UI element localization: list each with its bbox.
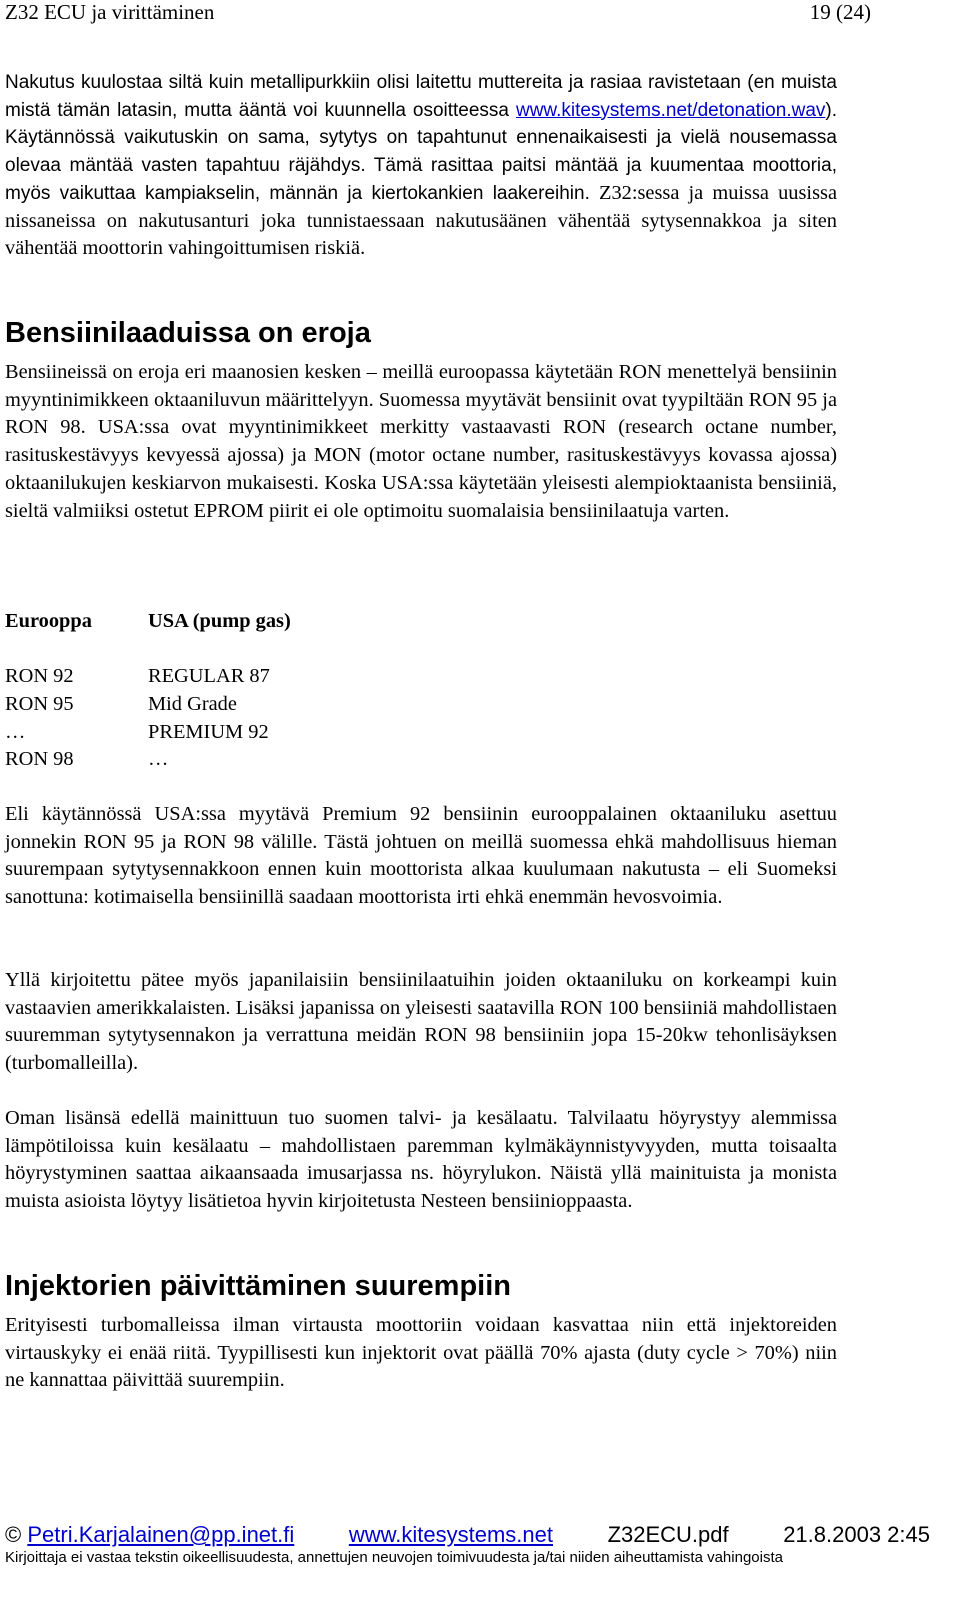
europe-grade: RON 92 xyxy=(5,665,74,688)
japan-paragraph: Yllä kirjoitettu pätee myös japanilaisiin bensiinilaatuihin joiden oktaaniluku on korkeampi kuin vastaavien amerikkalaisten. Lisäksi japanissa on yleisesti saatavilla RON 100 bensiiniä mahdollistaen suuremman sytytysennakon ja verrattuna meidän RON 98 bensiiniin jopa 15-20kw tehonlisäyksen (turbomalleilla). xyxy=(5,969,837,1075)
footer-disclaimer: Kirjoittaja ei vastaa tekstin oikeellisuudesta, annettujen neuvojen toimivuudesta ja/tai niiden aiheuttamista vahingoista xyxy=(5,1549,783,1566)
section-heading-fuel: Bensiinilaaduissa on eroja xyxy=(5,317,371,349)
fuel-table-header xyxy=(5,608,291,636)
email-link[interactable]: Petri.Karjalainen@pp.inet.fi xyxy=(27,1522,295,1547)
fuel-table-row xyxy=(5,719,291,747)
injector-paragraph: Erityisesti turbomalleissa ilman virtausta moottoriin voidaan kasvattaa niin että injektoreiden virtauskyky ei enää riitä. Tyypillisesti kun injektorit ovat päällä 70% ajasta (duty cycle > 70%) niin ne kannattaa päivittää suurempiin. xyxy=(5,1314,837,1392)
document-title: Z32 ECU ja virittäminen xyxy=(5,0,215,24)
intro-text-3: Z32:sessa ja muissa uusissa nissaneissa on nakutusanturi joka tunnistaessaan nakutusäänen vähentää sytysennakkoa ja siten vähentää moottorin vahingoittumisen riskiä. xyxy=(5,181,838,260)
fuel-table-row xyxy=(5,663,291,691)
fuel-table-row xyxy=(5,691,291,719)
detonation-link[interactable]: www.kitesystems.net/detonation.wav xyxy=(515,99,826,121)
intro-text-2: ). Käytännössä vaikutuskin on sama, sytytys on tapahtunut ennenaikaisesti ja vielä nousemassa olevaa mäntää vasten tapahtuu räjähdys. Tämä rasittaa paitsi mäntää ja kuumentaa moottoria, myös vaikuttaa kampiakselin, männän ja kiertokankien laakereihin. xyxy=(5,99,837,204)
seasonal-paragraph: Oman lisänsä edellä mainittuun tuo suomen talvi- ja kesälaatu. Talvilaatu höyrystyy alemmissa lämpötiloissa kuin kesälaatu – mahdollistaen paremman kylmäkäynnistyvyyden, mutta toisaalta höyrystyminen saattaa aikaansaada imusarjassa ns. höyrylukon. Näistä yllä mainituista ja monista muista asioista löytyy lisätietoa hyvin kirjoitetusta Nesteen bensiinioppaasta. xyxy=(5,1107,837,1213)
usa-grade: Mid Grade xyxy=(148,693,237,716)
page-number: 19 (24) xyxy=(809,0,871,24)
usa-grade: PREMIUM 92 xyxy=(148,720,269,743)
section-heading-injectors: Injektorien päivittäminen suurempiin xyxy=(5,1270,511,1302)
intro-text-1: Nakutus kuulostaa siltä kuin metallipurkkiin olisi laitettu muttereita ja rasiaa ravistetaan (en muista mistä tämän latasin, mutta ääntä voi kuunnella osoitteessa xyxy=(5,72,837,121)
fuel-grade-table xyxy=(5,608,291,774)
paragraph-block xyxy=(5,967,837,1078)
page-footer xyxy=(5,1521,930,1567)
column-header-europe: Eurooppa xyxy=(5,610,92,632)
copyright-symbol: © xyxy=(5,1522,22,1547)
footer-filename: Z32ECU.pdf xyxy=(607,1522,729,1547)
fuel-table-row xyxy=(5,746,291,774)
footer-contact xyxy=(5,1521,294,1549)
usa-grade: REGULAR 87 xyxy=(148,665,270,688)
intro-block xyxy=(5,69,837,263)
europe-grade: … xyxy=(5,720,26,743)
footer-date: 21.8.2003 2:45 xyxy=(783,1522,930,1547)
fuel-paragraph: Bensiineissä on eroja eri maanosien kesken – meillä euroopassa käytetään RON menettelyä bensiinin myyntinimikkeen oktaaniluvun määrittelyyn. Suomessa myytävät bensiinit ovat tyypiltään RON 95 ja RON 98. USA:ssa ovat myyntinimikkeet merkitty vastaavasti RON (research octane number, rasituskestävyys kevyessä ajossa) ja MON (motor octane number, rasituskestävyys kovassa ajossa) oktaanilukujen keskiarvon mukaisesti. Koska USA:ssa käytetään yleisesti alempioktaanista bensiiniä, sieltä valmiiksi ostetut EPROM piirit ei ole optimoitu suomalaisia bensiinilaatuja varten. xyxy=(5,361,837,522)
octane-paragraph: Eli käytännössä USA:ssa myytävä Premium 92 bensiinin eurooppalainen oktaaniluku asettuu jonnekin RON 95 ja RON 98 välille. Tästä johtuen on meillä suomessa ehkä mahdollisuus hieman suurempaan sytytysennakkoon ennen kuin moottorista alkaa kuulumaan nakutusta – eli Suomeksi sanottuna: kotimaisella bensiinillä saadaan moottorista irti ehkä enemmän hevosvoimia. xyxy=(5,803,837,909)
fuel-paragraph-block xyxy=(5,359,837,525)
section-injectors xyxy=(5,1269,837,1303)
website-link[interactable]: www.kitesystems.net xyxy=(348,1522,553,1547)
paragraph-block xyxy=(5,1105,837,1216)
usa-grade: … xyxy=(148,748,169,771)
europe-grade: RON 95 xyxy=(5,693,74,716)
page-header xyxy=(5,0,871,24)
injector-paragraph-block xyxy=(5,1312,837,1395)
intro-paragraph xyxy=(5,69,837,263)
europe-grade: RON 98 xyxy=(5,748,74,771)
footer-info-line xyxy=(5,1521,930,1549)
section-fuel-quality xyxy=(5,316,837,350)
paragraph-block xyxy=(5,801,837,912)
column-header-usa: USA (pump gas) xyxy=(148,610,291,632)
